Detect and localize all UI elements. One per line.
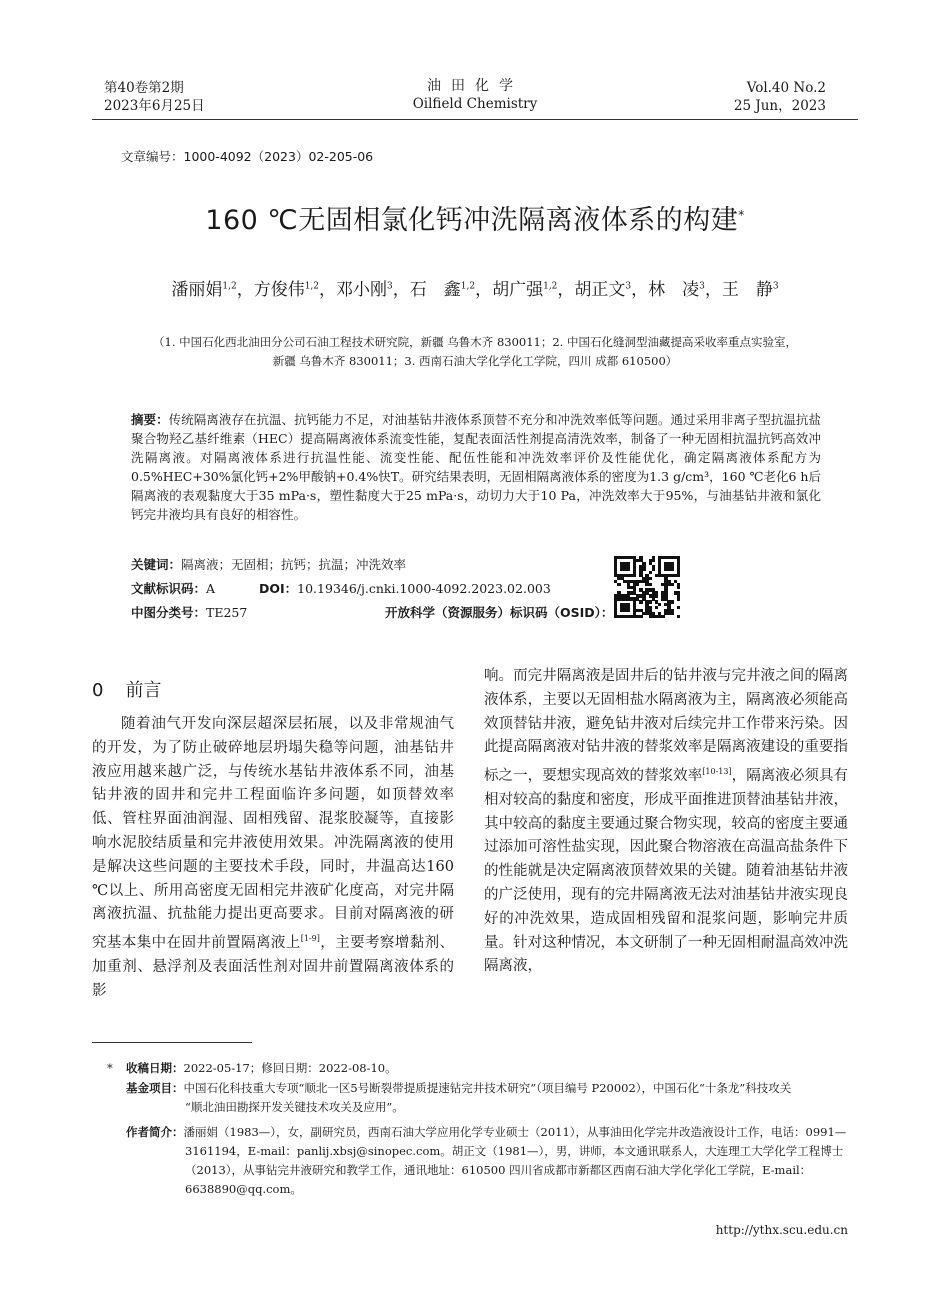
- issue-date: 2023年6月25日: [104, 98, 205, 114]
- footnotes: [126, 1059, 856, 1199]
- abstract-text: 传统隔离液存在抗温、抗钙能力不足，对油基钻井液体系顶替不充分和冲洗效率低等问题。通过采用非离子型抗温抗盐聚合物羟乙基纤维素（HEC）提高隔离液体系流变性能，复配表面活性剂提高清洗效率，制备了一种无固相抗温抗钙高效冲洗隔离液。对隔离液体系进行抗温性能、流变性能、配伍性能和冲洗效率评价及性能优化，确定隔离液体系配方为0.5%HEC+30%氯化钙+2%甲酸钠+0.4%快T。研究结果表明，无固相隔离液体系的密度为1.3 g/cm³，160 ℃老化6 h后隔离液的表观黏度大于35 mPa·s，塑性黏度大于25 mPa·s，动切力大于10 Pa，冲洗效率大于95%，与油基钻井液和氯化钙完井液均具有良好的相容性。: [131, 412, 821, 522]
- left-col-text-2: ，主要考察增黏剂、加重剂、悬浮剂及表面活性剂对固井前置隔离液体系的影: [92, 935, 455, 999]
- qr-module: [633, 574, 636, 577]
- received-dates-label: 收稿日期：: [126, 1061, 184, 1075]
- qr-module: [661, 615, 664, 618]
- author-affiliation-mark: 3: [772, 281, 779, 292]
- section-number: 0: [92, 680, 104, 701]
- qr-module: [639, 600, 642, 603]
- abstract: [131, 410, 821, 524]
- author-separator: ，: [236, 280, 254, 300]
- author-bio-line-4: 6638890@qq.com。: [185, 1182, 302, 1196]
- author-name: 胡广强: [492, 280, 544, 300]
- author-name: 方俊伟: [253, 280, 305, 300]
- footnote-star: *: [107, 1061, 113, 1075]
- clc-value: TE257: [206, 605, 248, 620]
- author-name: 王 静: [721, 280, 773, 300]
- qr-module: [649, 600, 652, 603]
- author-affiliation-mark: 1,2: [222, 281, 237, 292]
- fund-project: [126, 1079, 856, 1098]
- article-number: 文章编号：1000-4092（2023）02-205-06: [121, 149, 374, 164]
- qr-module: [652, 568, 655, 571]
- author-bio-line-1: 潘丽娟（1983—），女，副研究员，西南石油大学应用化学专业硕士（2011），从事油田化学完井改造液设计工作，电话：0991—: [183, 1125, 847, 1139]
- right-col-text-2: ，隔离液必须具有相对较高的黏度和密度，形成平面推进顶替油基钻井液，其中较高的黏度主要通过聚合物实现，较高的密度主要通过添加可溶性盐实现，因此聚合物溶液在高温高盐条件下的性能就是决定隔离液顶替效果的关键。随着油基钻井液的广泛使用，现有的完井隔离液无法对油基钻井液实现良好的冲洗效果，造成固相残留和混浆问题，影响完井质量。针对这种情况，本文研制了一种无固相耐温高效冲洗隔离液，: [484, 768, 849, 975]
- running-header-center: [375, 77, 575, 113]
- body-right-column: [484, 665, 848, 979]
- qr-module: [627, 568, 630, 571]
- osid-label-text: 开放科学（资源服务）标识码（OSID）：: [385, 605, 614, 620]
- author-affiliation-mark: 1,2: [460, 281, 476, 292]
- author-list: [0, 275, 950, 300]
- author-affiliation-mark: 3: [699, 281, 705, 292]
- doi: [259, 579, 551, 598]
- citation-ref-1-9[interactable]: [1-9]: [300, 934, 320, 944]
- author-name: 林 凌: [648, 280, 700, 300]
- qr-module: [677, 574, 680, 577]
- header-rule: [92, 119, 858, 120]
- document-code-value: A: [206, 581, 216, 596]
- citation-ref-10-13[interactable]: [10-13]: [702, 767, 732, 777]
- author-affiliation-mark: 1,2: [543, 281, 558, 292]
- author-affiliation-mark: 3: [625, 281, 632, 292]
- qr-module: [671, 583, 674, 586]
- author-bio-label: 作者简介：: [126, 1125, 184, 1139]
- affiliations: [120, 333, 830, 371]
- author-name: 邓小刚: [336, 280, 388, 300]
- received-dates-value: 2022-05-17；修回日期：2022-08-10。: [183, 1061, 397, 1075]
- section-heading: [92, 676, 161, 702]
- fund-line-2: “顺北油田勘探开发关键技术攻关及应用”。: [185, 1100, 404, 1114]
- qr-module: [642, 568, 645, 571]
- footnote-rule: [92, 1042, 252, 1043]
- article-title: [0, 198, 950, 237]
- qr-module: [655, 594, 658, 597]
- body-left-column: [92, 713, 454, 1003]
- issue-date-en: 25 Jun，2023: [733, 98, 826, 114]
- journal-name-cn: 油田化学: [427, 78, 523, 94]
- keywords-value: 隔离液；无固相；抗钙；抗温；冲洗效率: [181, 557, 407, 572]
- author-name: 胡正文: [574, 280, 626, 300]
- affiliation-line-2: 新疆 乌鲁木齐 830011；3. 西南石油大学化学化工学院，四川 成都 610500）: [272, 354, 678, 368]
- qr-module: [649, 583, 652, 586]
- author-separator: ，: [557, 280, 575, 300]
- qr-module: [639, 615, 642, 618]
- osid-label: [385, 603, 613, 622]
- right-col-text-1: 响。而完井隔离液是固井后的钻井液与完井液之间的隔离液体系，主要以无固相盐水隔离液为主，隔离液必须能高效顶替钻井液，避免钻井液对后续完井工作带来污染。因此提高隔离液对钻井液的替浆效率是隔离液建设的重要指标之一，要想实现高效的替浆效率: [484, 668, 848, 785]
- author-affiliation-mark: 1,2: [304, 281, 320, 292]
- qr-module: [627, 609, 630, 612]
- title-text: 160 ℃无固相氯化钙冲洗隔离液体系的构建: [205, 205, 739, 236]
- journal-url-link[interactable]: http://ythx.scu.edu.cn: [715, 1223, 848, 1237]
- doi-link[interactable]: 10.19346/j.cnki.1000-4092.2023.02.003: [297, 581, 551, 596]
- qr-module: [617, 583, 620, 586]
- author-name: 石 鑫: [409, 280, 461, 300]
- volume-number-en: Vol.40 No.2: [746, 80, 826, 96]
- author-separator: ，: [392, 280, 410, 300]
- document-code-label: 文献标识码：: [131, 581, 207, 596]
- author-name: 潘丽娟: [171, 280, 223, 300]
- clc-label: 中图分类号：: [131, 605, 207, 620]
- left-col-text-1: 随着油气开发向深层超深层拓展，以及非常规油气的开发，为了防止破碎地层坍塌失稳等问题，油基钻井液应用越来越广泛，与传统水基钻井液体系不同，油基钻井液的固井和完井工程面临许多问题，如顶替效率低、管柱界面油润湿、固相残留、混浆胶凝等，直接影响水泥胶结质量和完井液使用效果。冲洗隔离液的使用是解决这些问题的主要技术手段，同时，井温高达160 ℃以上、所用高密度无固相完井液矿化度高，对完井隔离液抗温、抗盐能力提出更高要求。目前对隔离液的研究基本集中在固井前置隔离液上: [92, 716, 454, 951]
- section-title: 前言: [125, 680, 162, 701]
- doi-label: DOI：: [259, 581, 298, 596]
- author-separator: ，: [631, 280, 649, 300]
- qr-module: [658, 603, 661, 606]
- keywords-label: 关键词：: [131, 557, 182, 572]
- qr-module: [677, 586, 680, 589]
- qr-module: [649, 571, 652, 574]
- author-separator: ，: [704, 280, 722, 300]
- received-dates: [126, 1059, 856, 1078]
- qr-module: [655, 606, 658, 609]
- qr-module: [671, 568, 674, 571]
- qr-module: [652, 559, 655, 562]
- qr-module: [671, 600, 674, 603]
- volume-issue: 第40卷第2期: [104, 80, 184, 96]
- qr-module: [677, 606, 680, 609]
- fund-line-1: 中国石化科技重大专项“顺北一区5号断裂带提质提速钻完井技术研究”（项目编号 P20002），中国石化“十条龙”科技攻关: [183, 1081, 792, 1095]
- fund-label: 基金项目：: [126, 1081, 184, 1095]
- qr-module: [677, 597, 680, 600]
- abstract-label: 摘要：: [131, 412, 169, 427]
- document-code: [131, 579, 215, 598]
- title-footnote-mark: *: [738, 208, 745, 222]
- qr-module: [671, 612, 674, 615]
- author-separator: ，: [475, 280, 493, 300]
- affiliation-line-1: （1. 中国石化西北油田分公司石油工程技术研究院，新疆 乌鲁木齐 830011；2. 中国石化缝洞型油藏提高采收率重点实验室，: [153, 335, 797, 349]
- running-header-left: [104, 79, 205, 115]
- qr-module: [649, 577, 652, 580]
- author-bio-line-2: 3161194，E-mail：panlij.xbsj@sinopec.com。胡正文（1981—），男，讲师，本文通讯联系人，大连理工大学化学工程博士: [185, 1144, 844, 1158]
- clc-number: [131, 603, 247, 622]
- running-header-right: [734, 79, 826, 115]
- osid-qr-code-icon[interactable]: [614, 556, 680, 618]
- qr-module: [677, 615, 680, 618]
- keywords: [131, 555, 406, 574]
- author-bio-line-3: （2013），从事钻完井液研究和教学工作，通讯地址：610500 四川省成都市新都区西南石油大学化学化工学院，E-mail：: [185, 1163, 812, 1177]
- author-bio: [126, 1123, 856, 1142]
- journal-name-en: Oilfield Chemistry: [412, 96, 538, 112]
- author-affiliation-mark: 3: [387, 281, 393, 292]
- author-separator: ，: [319, 280, 337, 300]
- qr-module: [636, 583, 639, 586]
